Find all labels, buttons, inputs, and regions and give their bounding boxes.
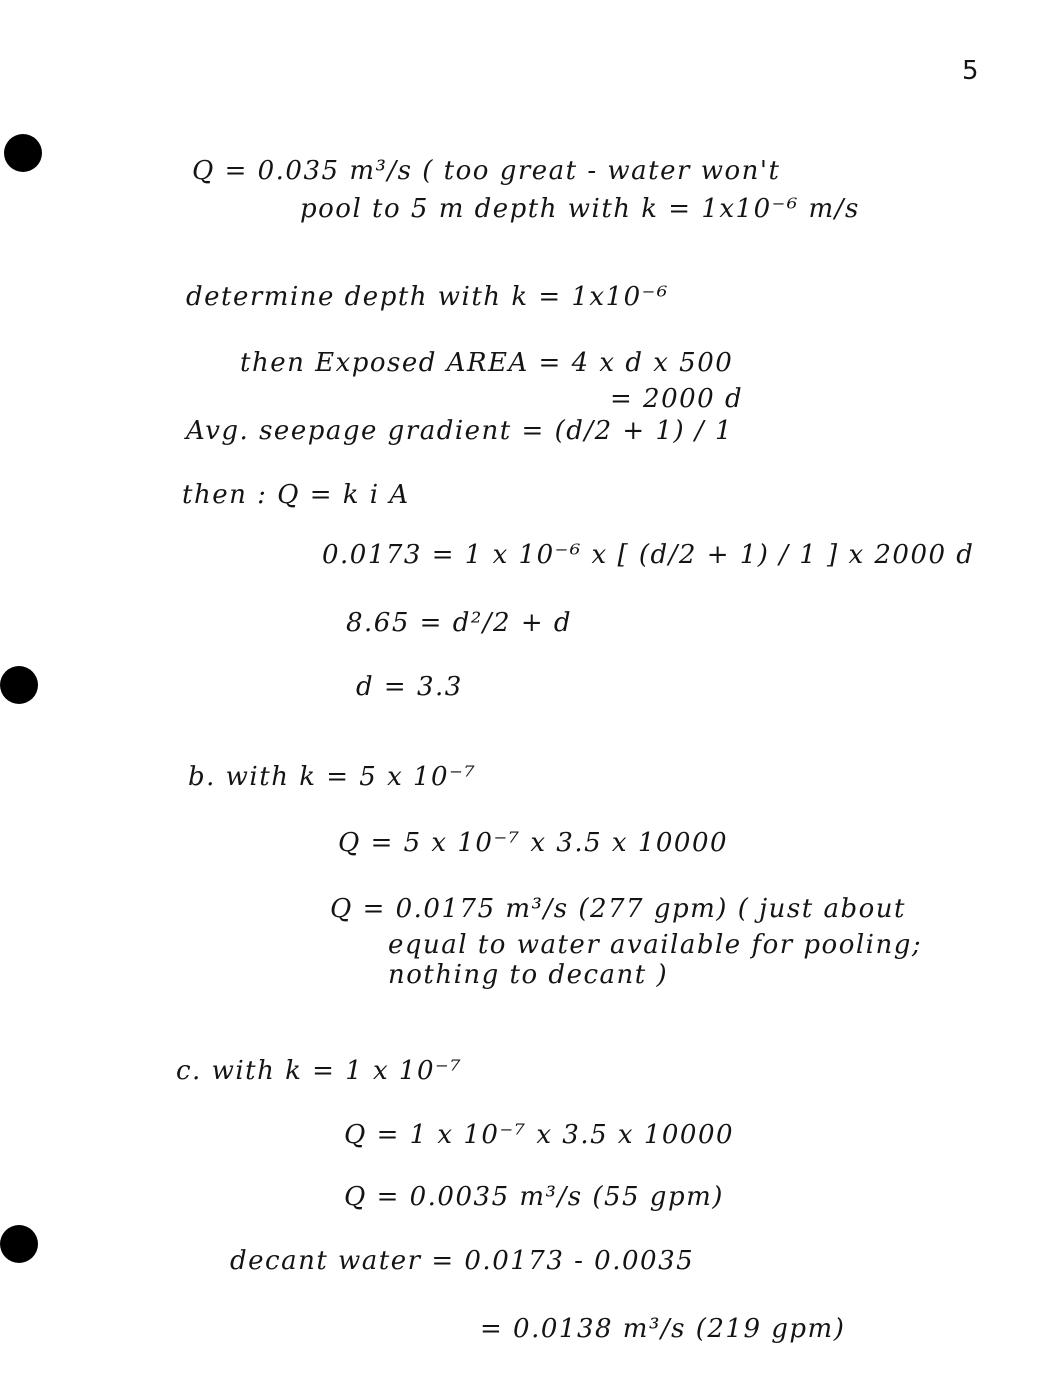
handwritten-line: Q = 0.0035 m³/s (55 gpm) xyxy=(344,1182,724,1212)
handwritten-line: 8.65 = d²/2 + d xyxy=(346,608,573,638)
handwritten-line: decant water = 0.0173 - 0.0035 xyxy=(230,1246,695,1276)
handwritten-line: equal to water available for pooling; xyxy=(388,930,923,960)
handwritten-line: pool to 5 m depth with k = 1x10⁻⁶ m/s xyxy=(300,194,860,224)
handwritten-line: Q = 0.035 m³/s ( too great - water won't xyxy=(192,156,781,186)
handwritten-line: = 0.0138 m³/s (219 gpm) xyxy=(480,1314,846,1344)
handwritten-line: 0.0173 = 1 x 10⁻⁶ x [ (d/2 + 1) / 1 ] x 2000 d xyxy=(322,540,975,570)
handwritten-line: d = 3.3 xyxy=(356,672,463,702)
handwritten-line: Q = 1 x 10⁻⁷ x 3.5 x 10000 xyxy=(344,1120,735,1150)
handwritten-line: Avg. seepage gradient = (d/2 + 1) / 1 xyxy=(186,416,733,446)
handwritten-line: determine depth with k = 1x10⁻⁶ xyxy=(186,282,669,312)
handwritten-line: Q = 0.0175 m³/s (277 gpm) ( just about xyxy=(330,894,906,924)
handwritten-line: c. with k = 1 x 10⁻⁷ xyxy=(176,1056,463,1086)
handwritten-line: b. with k = 5 x 10⁻⁷ xyxy=(188,762,477,792)
handwritten-line: = 2000 d xyxy=(610,384,744,414)
binder-hole-bottom xyxy=(0,1225,38,1263)
binder-hole-middle xyxy=(0,666,38,704)
binder-hole-top xyxy=(4,134,42,172)
handwritten-line: nothing to decant ) xyxy=(388,960,669,990)
handwritten-line: then : Q = k i A xyxy=(182,480,410,510)
page-number: 5 xyxy=(962,56,979,86)
handwritten-line: Q = 5 x 10⁻⁷ x 3.5 x 10000 xyxy=(338,828,729,858)
handwritten-line: then Exposed AREA = 4 x d x 500 xyxy=(240,348,734,378)
